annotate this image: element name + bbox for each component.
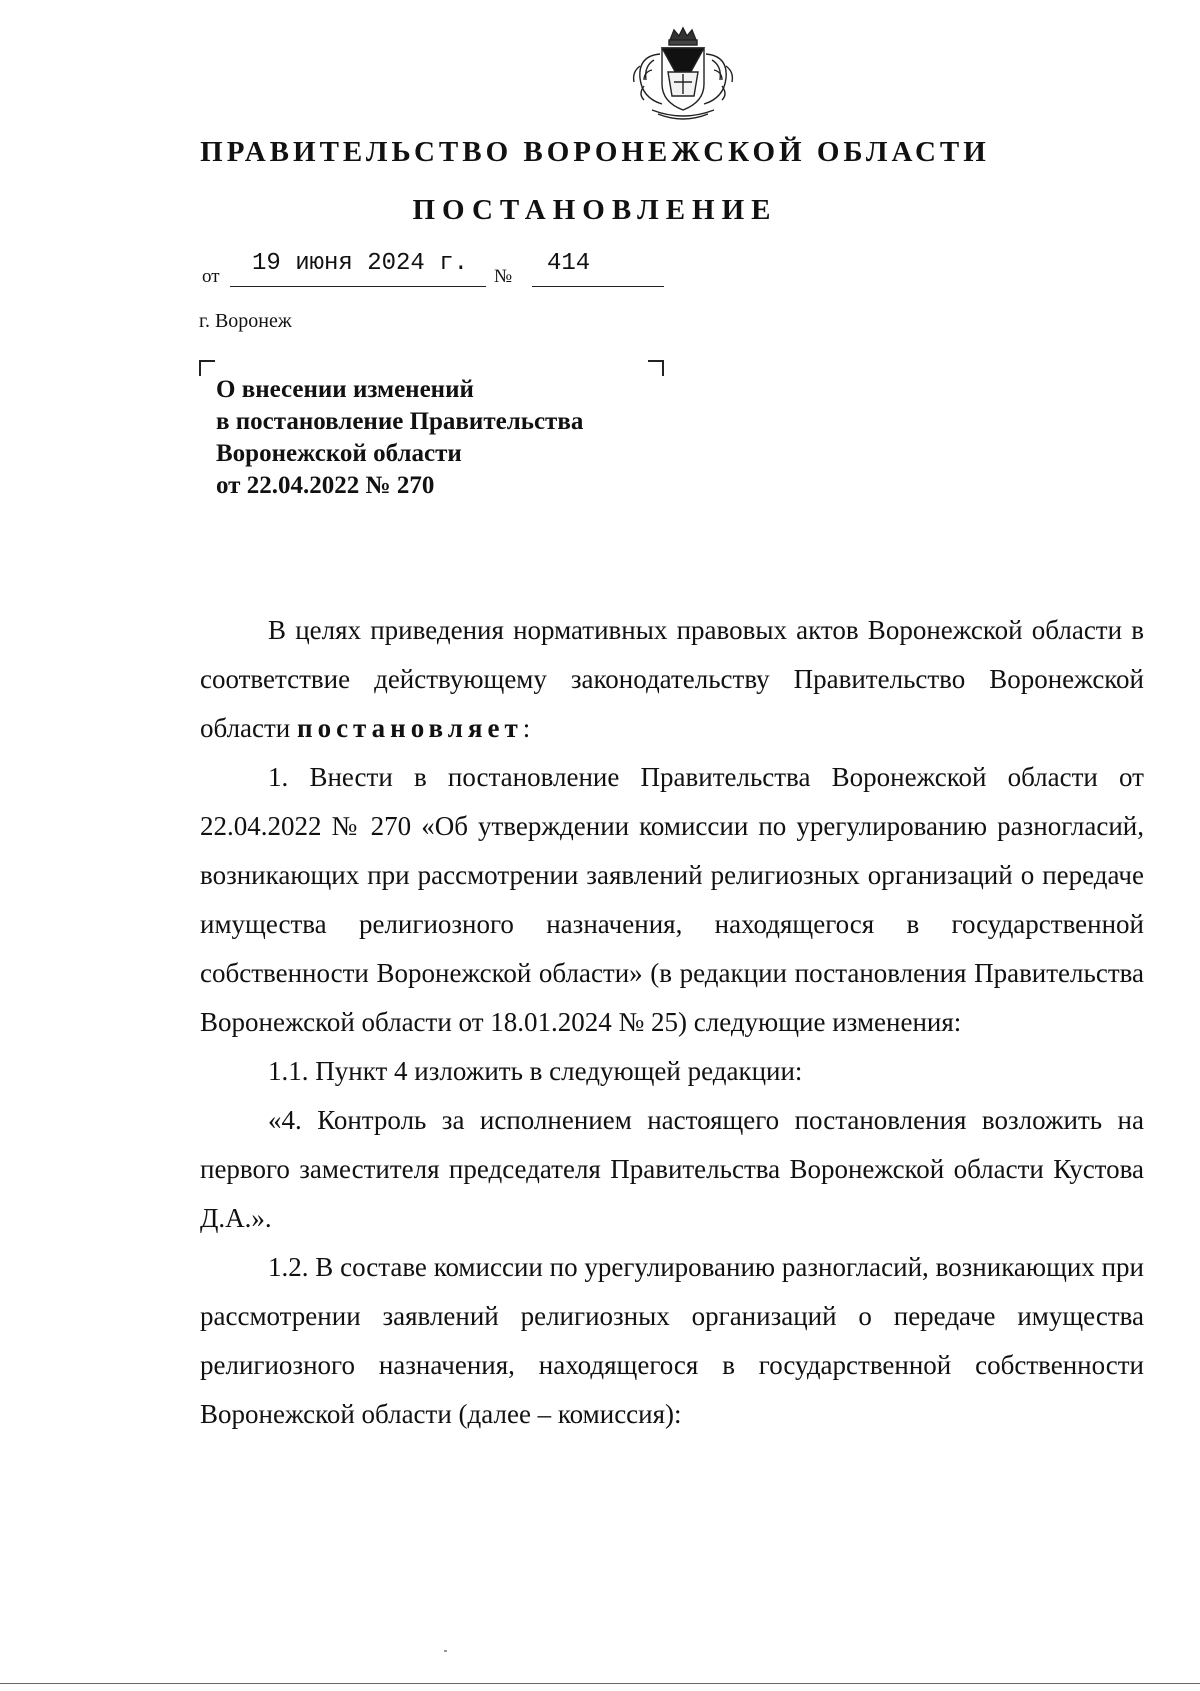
document-body bbox=[200, 606, 1144, 1439]
intro-colon: : bbox=[522, 713, 531, 743]
city-label: г. Воронеж bbox=[199, 310, 292, 332]
subject-line: от 22.04.2022 № 270 bbox=[216, 472, 435, 499]
subject-line: Воронежской области bbox=[216, 440, 462, 467]
number-underline bbox=[532, 286, 664, 287]
intro-paragraph bbox=[200, 606, 1144, 753]
number-label: № bbox=[494, 266, 513, 287]
subject-line: О внесении изменений bbox=[216, 376, 474, 403]
document-type-title: ПОСТАНОВЛЕНИЕ bbox=[412, 194, 778, 226]
intro-text: В целях приведения нормативных правовых актов Воронежской области в соответствие действующему законодательству Правительство Воронежской области bbox=[200, 615, 1144, 743]
page-bottom-edge bbox=[0, 1683, 1200, 1684]
paragraph-1: 1. Внести в постановление Правительства Воронежской области от 22.04.2022 № 270 «Об утверждении комиссии по урегулированию разногласий, возникающих при рассмотрении заявлений религиозных организаций о передаче имущества религиозного назначения, находящегося в государственной собственности Воронежской области» (в редакции постановления Правительства Воронежской области от 18.01.2024 № 25) следующие изменения: bbox=[200, 762, 1144, 1037]
subject-corner-left bbox=[199, 360, 215, 376]
subject-block bbox=[216, 374, 676, 502]
paragraph-1-1: 1.1. Пункт 4 изложить в следующей редакции: bbox=[268, 1056, 803, 1086]
scan-mark bbox=[444, 1650, 447, 1652]
document-requisites bbox=[198, 250, 668, 292]
number-value: 414 bbox=[547, 250, 591, 277]
paragraph-1-1-quote: «4. Контроль за исполнением настоящего постановления возложить на первого заместителя председателя Правительства Воронежской области Кустова Д.А.». bbox=[200, 1105, 1144, 1233]
intro-verb: постановляет bbox=[297, 713, 523, 743]
organization-title: ПРАВИТЕЛЬСТВО ВОРОНЕЖСКОЙ ОБЛАСТИ bbox=[200, 136, 990, 168]
date-label: от bbox=[202, 266, 220, 287]
voronezh-coat-of-arms-icon bbox=[622, 26, 744, 124]
paragraph-1-2: 1.2. В составе комиссии по урегулированию разногласий, возникающих при рассмотрении заявлений религиозных организаций о передаче имущества религиозного назначения, находящегося в государственной собственности Воронежской области (далее – комиссия): bbox=[200, 1252, 1144, 1429]
date-value: 19 июня 2024 г. bbox=[252, 250, 469, 277]
date-underline bbox=[230, 286, 486, 287]
subject-line: в постановление Правительства bbox=[216, 408, 584, 435]
